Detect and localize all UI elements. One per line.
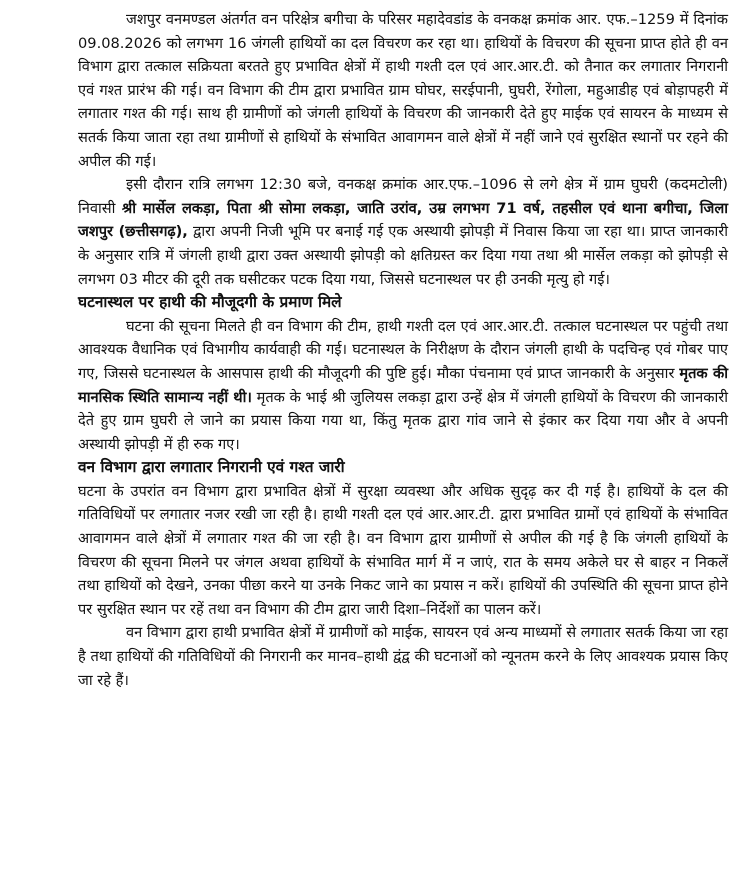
inspection-text-end: मृतक के भाई श्री जुलियस लकड़ा द्वारा उन्हें क्षेत्र में जंगली हाथियों के विचरण की जानकारी देते हुए ग्राम घुघरी ले जाने का प्रयास किया गया था, किंतु मृतक द्वारा गांव जाने से इंकार कर दिया गया और वे अपनी अस्थायी झोपड़ी में ही रुक गए। [78,388,728,453]
paragraph-security-measures: घटना के उपरांत वन विभाग द्वारा प्रभावित क्षेत्रों में सुरक्षा व्यवस्था और अधिक सुदृढ़ कर दी गई है। हाथियों के दल की गतिविधियों पर लगातार नजर रखी जा रही है। हाथी गश्ती दल एवं आर.आर.टी. द्वारा प्रभावित ग्रामों एवं हाथियों के संभावित आवागमन वाले क्षेत्रों में लगातार गश्त की जा रही है। वन विभाग द्वारा ग्रामीणों से अपील की गई है कि जंगली हाथियों के विचरण की सूचना मिलने पर जंगल अथवा हाथियों के संभावित मार्ग में न जाएं, रात के समय अकेले घर से बाहर न निकलें तथा हाथियों को देखने, उनका पीछा करने या उनके निकट जाने का प्रयास न करें। हाथियों की उपस्थिति की सूचना प्राप्त होने पर सुरक्षित स्थान पर रहें तथा वन विभाग की टीम द्वारा जारी दिशा–निर्देशों का पालन करें। [78,482,728,618]
victim-details-bold: श्री मार्सेल लकड़ा, पिता श्री सोमा लकड़ा, जाति उरांव, उम्र लगभग 71 वर्ष, तहसील एवं थाना बगीचा, जिला जशपुर (छत्तीसगढ़), [78,199,728,241]
incident-text-start: इसी दौरान रात्रि लगभग 12:30 बजे, वनकक्ष क्रमांक आर.एफ.–1096 से लगे क्षेत्र में ग्राम घुघरी (कदमटोली) निवासी [78,176,728,217]
paragraph-elephant-herd-movement: जशपुर वनमण्डल अंतर्गत वन परिक्षेत्र बगीचा के परिसर महादेवडांड के वनकक्ष क्रमांक आर. एफ.–1259 में दिनांक 09.08.2026 को लगभग 16 जंगली हाथियों का दल विचरण कर रहा था। हाथियों के विचरण की सूचना प्राप्त होते ही वन विभाग द्वारा तत्काल सक्रियता बरतते हुए प्रभावित क्षेत्रों में हाथी गश्ती दल एवं आर.आर.टी. को तैनात कर लगातार निगरानी एवं गश्त प्रारंभ की गई। वन विभाग की टीम द्वारा प्रभावित ग्राम घोघर, सरईपानी, घुघरी, रेंगोला, महुआडीह एवं बोड़ापहरी में लगातार गश्त की गई। साथ ही ग्रामीणों को जंगली हाथियों के विचरण की जानकारी देते हुए माईक एवं सायरन के माध्यम से सतर्क किया जाता रहा तथा ग्रामीणों से हाथियों के संभावित आवागमन वाले क्षेत्रों में नहीं जाने एवं सुरक्षित स्थानों पर रहने की अपील की गई। [78,11,728,170]
paragraph-site-inspection [78,315,728,457]
incident-text-end: द्वारा अपनी निजी भूमि पर बनाई गई एक अस्थायी झोपड़ी में निवास किया जा रहा था। प्राप्त जानकारी के अनुसार रात्रि में जंगली हाथी द्वारा उक्त अस्थायी झोपड़ी को क्षतिग्रस्त कर दिया गया तथा श्री मार्सेल लकड़ा को झोपड़ी से लगभग 03 मीटर की दूरी तक घसीटकर पटक दिया गया, जिससे घटनास्थल पर ही उनकी मृत्यु हो गई। [78,223,729,288]
heading-evidence-at-site: घटनास्थल पर हाथी की मौजूदगी के प्रमाण मिले [78,293,342,312]
heading-continuous-monitoring: वन विभाग द्वारा लगातार निगरानी एवं गश्त जारी [78,458,345,477]
mental-condition-bold: मृतक की मानसिक स्थिति सामान्य नहीं थी। [78,364,728,406]
paragraph-incident-details [78,173,728,291]
inspection-text-start: घटना की सूचना मिलते ही वन विभाग की टीम, हाथी गश्ती दल एवं आर.आर.टी. तत्काल घटनास्थल पर पहुंची तथा आवश्यक वैधानिक एवं विभागीय कार्यवाही की गई। घटनास्थल के निरीक्षण के दौरान जंगली हाथी के पदचिन्ह एवं गोबर पाए गए, जिससे घटनास्थल के आसपास हाथी की मौजूदगी की पुष्टि हुई। मौका पंचनामा एवं प्राप्त जानकारी के अनुसार [78,317,728,382]
paragraph-awareness-efforts: वन विभाग द्वारा हाथी प्रभावित क्षेत्रों में ग्रामीणों को माईक, सायरन एवं अन्य माध्यमों से लगातार सतर्क किया जा रहा है तथा हाथियों की गतिविधियों की निगरानी कर मानव–हाथी द्वंद्व की घटनाओं को न्यूनतम करने के लिए आवश्यक प्रयास किए जा रहे हैं। [78,624,728,689]
